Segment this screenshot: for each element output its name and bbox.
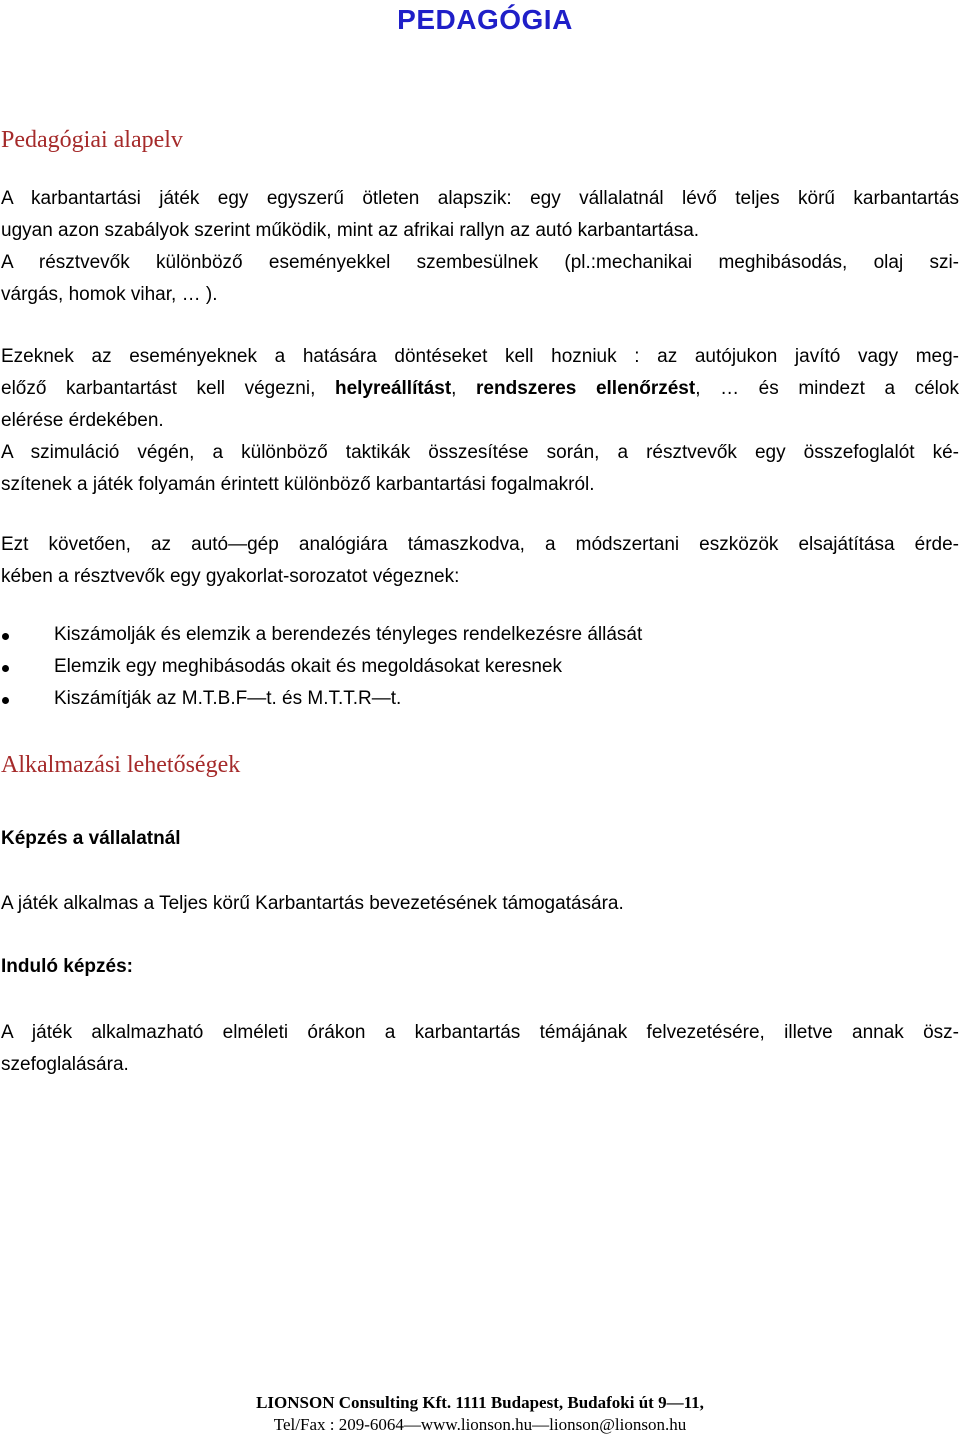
subheading-initial-training: Induló képzés: — [1, 956, 133, 977]
paragraph-intro — [1, 183, 959, 311]
text-run: , — [451, 378, 477, 399]
list-item-text: Elemzik egy meghibásodás okait és megoldásokat keresnek — [54, 656, 562, 677]
list-item — [0, 683, 642, 715]
footer-address: LIONSON Consulting Kft. 1111 Budapest, Budafoki út 9—11, — [256, 1393, 704, 1412]
paragraph-line: Ezt követően, az autó—gép analógiára támaszkodva, a módszertani eszközök elsajátítása érde- — [1, 534, 959, 555]
paragraph-analogy — [1, 529, 959, 593]
paragraph-line: várgás, homok vihar, … ). — [1, 284, 218, 305]
paragraph-line: A játék alkalmas a Teljes körű Karbantartás bevezetésének támogatására. — [1, 893, 624, 914]
paragraph-line: A játék alkalmazható elméleti órákon a karbantartás témájának felvezetésére, illetve annak ösz- — [1, 1022, 959, 1043]
text-run: , … és mindezt a célok — [695, 378, 959, 399]
text-run: előző karbantartást kell végezni, — [1, 378, 335, 399]
paragraph-line: A karbantartási játék egy egyszerű ötleten alapszik: egy vállalatnál lévő teljes körű karbantartás — [1, 188, 959, 209]
page-title: PEDAGÓGIA — [397, 4, 573, 35]
bullet-icon — [2, 633, 9, 640]
list-item-text: Kiszámítják az M.T.B.F—t. és M.T.T.R—t. — [54, 688, 402, 709]
paragraph-company-training — [1, 888, 959, 920]
paragraph-line: Ezeknek az eseményeknek a hatására döntéseket kell hozniuk : az autójukon javító vagy meg- — [1, 346, 959, 367]
list-item — [0, 651, 642, 683]
paragraph-line: kében a résztvevők egy gyakorlat-sorozatot végeznek: — [1, 566, 460, 587]
section-heading-applications: Alkalmazási lehetőségek — [1, 752, 241, 778]
subheading-company-training: Képzés a vállalatnál — [1, 828, 181, 849]
footer-contact: Tel/Fax : 209-6064—www.lionson.hu—lionson@lionson.hu — [273, 1415, 687, 1434]
paragraph-line: ugyan azon szabályok szerint működik, mint az afrikai rallyn az autó karbantartása. — [1, 220, 700, 241]
bold-term-regular-inspection: rendszeres ellenőrzést — [476, 378, 696, 399]
paragraph-line: szítenek a játék folyamán érintett különböző karbantartási fogalmakról. — [1, 474, 595, 495]
bullet-icon — [2, 697, 9, 704]
paragraph-line: A szimuláció végén, a különböző taktikák összesítése során, a résztvevők egy összefoglalót ké- — [1, 442, 959, 463]
bold-term-restoration: helyreállítást — [334, 378, 452, 399]
paragraph-events — [1, 341, 959, 501]
section-heading-pedagogical-principle: Pedagógiai alapelv — [1, 127, 183, 153]
paragraph-line: szefoglalására. — [1, 1054, 129, 1075]
paragraph-line-mixed — [1, 373, 959, 405]
bullet-icon — [2, 665, 9, 672]
list-item-text: Kiszámolják és elemzik a berendezés tényleges rendelkezésre állását — [54, 624, 643, 645]
paragraph-initial-training — [1, 1017, 959, 1081]
paragraph-line: A résztvevők különböző eseményekkel szembesülnek (pl.:mechanikai meghibásodás, olaj szi- — [1, 252, 959, 273]
paragraph-line: elérése érdekében. — [1, 410, 164, 431]
exercise-list — [0, 619, 642, 715]
list-item — [0, 619, 642, 651]
